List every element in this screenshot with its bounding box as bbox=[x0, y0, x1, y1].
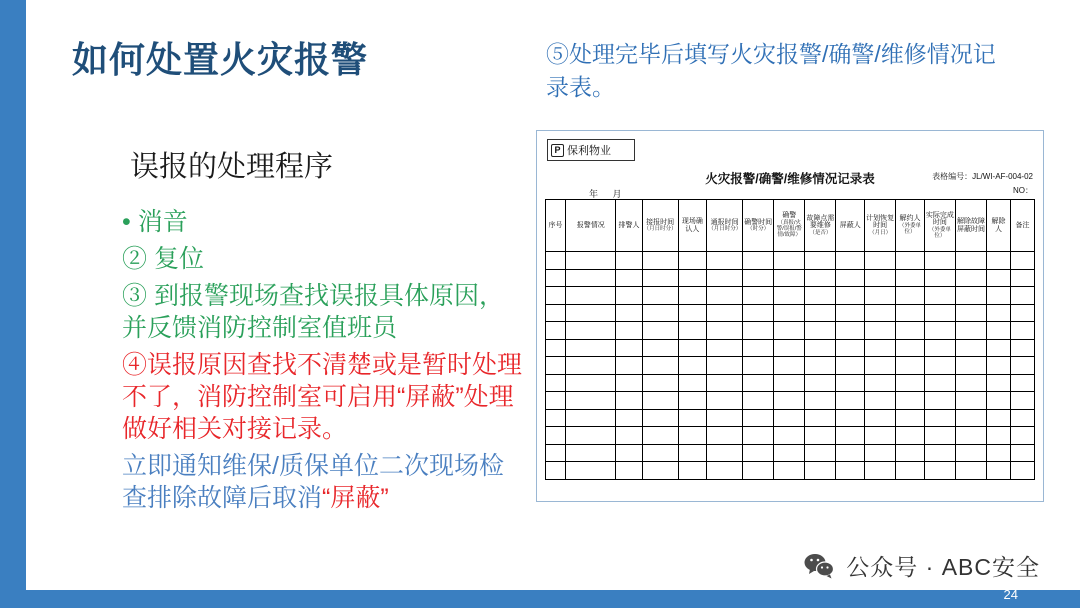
table-cell bbox=[642, 287, 678, 305]
column-header: 解除人 bbox=[987, 200, 1011, 252]
table-cell bbox=[805, 374, 836, 392]
table-cell bbox=[678, 287, 707, 305]
table-cell bbox=[1010, 252, 1034, 270]
table-cell bbox=[987, 339, 1011, 357]
table-cell bbox=[774, 427, 805, 445]
table-cell bbox=[836, 392, 865, 410]
table-cell bbox=[616, 427, 642, 445]
table-cell bbox=[566, 374, 616, 392]
table-row bbox=[546, 462, 1035, 480]
table-cell bbox=[836, 252, 865, 270]
form-date-label: 年 月 bbox=[589, 189, 628, 199]
table-cell bbox=[743, 287, 774, 305]
table-cell bbox=[836, 409, 865, 427]
table-cell bbox=[566, 409, 616, 427]
table-cell bbox=[546, 444, 566, 462]
column-header: 故障点需要维修 （是否） bbox=[805, 200, 836, 252]
table-header-row bbox=[546, 200, 1035, 252]
table-cell bbox=[616, 357, 642, 375]
table-cell bbox=[924, 462, 955, 480]
footer-brand bbox=[804, 549, 1040, 582]
table-cell bbox=[707, 357, 743, 375]
table-cell bbox=[924, 339, 955, 357]
table-cell bbox=[616, 462, 642, 480]
table-cell bbox=[896, 374, 925, 392]
table-cell bbox=[836, 444, 865, 462]
table-row bbox=[546, 409, 1035, 427]
table-row bbox=[546, 322, 1035, 340]
list-item: ② 复位 bbox=[122, 245, 204, 273]
table-cell bbox=[743, 269, 774, 287]
table-cell bbox=[805, 269, 836, 287]
wechat-icon bbox=[804, 553, 834, 579]
table-cell bbox=[805, 357, 836, 375]
right-instruction-text: ⑤处理完毕后填写火灾报警/确警/维修情况记录表。 bbox=[546, 41, 996, 100]
table-cell bbox=[707, 392, 743, 410]
table-cell bbox=[707, 269, 743, 287]
table-cell bbox=[805, 462, 836, 480]
table-cell bbox=[805, 339, 836, 357]
table-cell bbox=[774, 287, 805, 305]
table-cell bbox=[566, 322, 616, 340]
table-cell bbox=[566, 339, 616, 357]
column-header: 解除故障屏蔽时间 bbox=[955, 200, 986, 252]
table-row bbox=[546, 287, 1035, 305]
table-cell bbox=[743, 339, 774, 357]
table-cell bbox=[865, 252, 896, 270]
table-cell bbox=[865, 392, 896, 410]
table-cell bbox=[678, 462, 707, 480]
table-cell bbox=[678, 427, 707, 445]
table-cell bbox=[642, 252, 678, 270]
table-cell bbox=[743, 462, 774, 480]
table-cell bbox=[642, 357, 678, 375]
table-cell bbox=[546, 462, 566, 480]
table-cell bbox=[743, 252, 774, 270]
table-cell bbox=[987, 409, 1011, 427]
table-cell bbox=[1010, 392, 1034, 410]
table-row bbox=[546, 444, 1035, 462]
table-row bbox=[546, 252, 1035, 270]
table-cell bbox=[678, 409, 707, 427]
table-cell bbox=[642, 269, 678, 287]
table-cell bbox=[642, 444, 678, 462]
table-cell bbox=[955, 339, 986, 357]
page-title: 如何处置火灾报警 bbox=[72, 39, 369, 80]
table-cell bbox=[987, 304, 1011, 322]
table-cell bbox=[865, 269, 896, 287]
table-cell bbox=[546, 304, 566, 322]
list-item: ③ 到报警现场查找误报具体原因，并反馈消防控制室值班员 bbox=[122, 282, 504, 342]
table-cell bbox=[546, 252, 566, 270]
table-cell bbox=[1010, 269, 1034, 287]
procedure-list bbox=[122, 206, 522, 519]
table-cell bbox=[678, 269, 707, 287]
table-cell bbox=[865, 322, 896, 340]
table-cell bbox=[566, 427, 616, 445]
page-number: 24 bbox=[1003, 587, 1018, 602]
table-cell bbox=[566, 304, 616, 322]
table-cell bbox=[836, 339, 865, 357]
table-cell bbox=[805, 444, 836, 462]
table-cell bbox=[774, 304, 805, 322]
table-cell bbox=[566, 462, 616, 480]
table-cell bbox=[774, 357, 805, 375]
table-cell bbox=[1010, 444, 1034, 462]
column-header: 实际完成时间 （外委单位） bbox=[924, 200, 955, 252]
table-cell bbox=[805, 427, 836, 445]
table-cell bbox=[896, 409, 925, 427]
table-cell bbox=[1010, 427, 1034, 445]
table-cell bbox=[707, 252, 743, 270]
table-cell bbox=[924, 392, 955, 410]
table-cell bbox=[642, 339, 678, 357]
section-subtitle: 误报的处理程序 bbox=[130, 151, 334, 183]
column-header: 解约人 （外委单位） bbox=[896, 200, 925, 252]
table-cell bbox=[896, 287, 925, 305]
table-cell bbox=[896, 427, 925, 445]
table-cell bbox=[616, 252, 642, 270]
table-cell bbox=[743, 304, 774, 322]
table-cell bbox=[865, 427, 896, 445]
table-cell bbox=[616, 269, 642, 287]
table-cell bbox=[1010, 287, 1034, 305]
table-cell bbox=[642, 374, 678, 392]
column-header: 计划恢复时间 （月日） bbox=[865, 200, 896, 252]
table-row bbox=[546, 392, 1035, 410]
table-cell bbox=[955, 357, 986, 375]
table-cell bbox=[896, 304, 925, 322]
table-cell bbox=[836, 357, 865, 375]
table-cell bbox=[896, 322, 925, 340]
table-cell bbox=[987, 444, 1011, 462]
table-cell bbox=[642, 304, 678, 322]
table-cell bbox=[955, 392, 986, 410]
table-cell bbox=[805, 252, 836, 270]
table-cell bbox=[774, 339, 805, 357]
table-cell bbox=[955, 409, 986, 427]
table-cell bbox=[774, 374, 805, 392]
table-cell bbox=[987, 287, 1011, 305]
company-logo bbox=[547, 139, 635, 161]
table-cell bbox=[566, 252, 616, 270]
table-cell bbox=[546, 427, 566, 445]
table-cell bbox=[546, 374, 566, 392]
table-cell bbox=[616, 444, 642, 462]
table-row bbox=[546, 427, 1035, 445]
table-cell bbox=[836, 287, 865, 305]
table-cell bbox=[707, 462, 743, 480]
table-cell bbox=[896, 339, 925, 357]
column-header: 排警人 bbox=[616, 200, 642, 252]
table-body bbox=[546, 252, 1035, 480]
table-cell bbox=[774, 444, 805, 462]
table-cell bbox=[1010, 462, 1034, 480]
form-no: NO： bbox=[1013, 186, 1033, 195]
footer-text: 公众号 · ABC安全 bbox=[846, 554, 1040, 580]
table-cell bbox=[707, 304, 743, 322]
table-cell bbox=[896, 444, 925, 462]
table-cell bbox=[955, 322, 986, 340]
table-cell bbox=[743, 322, 774, 340]
table-cell bbox=[707, 427, 743, 445]
table-cell bbox=[865, 287, 896, 305]
table-cell bbox=[678, 444, 707, 462]
table-cell bbox=[616, 339, 642, 357]
table-cell bbox=[707, 339, 743, 357]
table-cell bbox=[987, 427, 1011, 445]
table-cell bbox=[924, 287, 955, 305]
table-cell bbox=[774, 392, 805, 410]
table-cell bbox=[566, 392, 616, 410]
table-cell bbox=[987, 462, 1011, 480]
table-cell bbox=[1010, 304, 1034, 322]
list-item: ④误报原因查找不清楚或是暂时处理不了，消防控制室可启用“屏蔽”处理做好相关对接记录。 bbox=[122, 351, 523, 443]
table-cell bbox=[836, 427, 865, 445]
column-header: 报警情况 bbox=[566, 200, 616, 252]
table-cell bbox=[642, 462, 678, 480]
table-cell bbox=[865, 339, 896, 357]
table-cell bbox=[987, 392, 1011, 410]
table-cell bbox=[896, 357, 925, 375]
table-cell bbox=[987, 374, 1011, 392]
table-cell bbox=[774, 462, 805, 480]
column-header: 确警 （真报/火警/误报/警情/故障） bbox=[774, 200, 805, 252]
table-cell bbox=[836, 322, 865, 340]
table-cell bbox=[566, 357, 616, 375]
table-cell bbox=[896, 392, 925, 410]
table-cell bbox=[743, 374, 774, 392]
table-cell bbox=[987, 269, 1011, 287]
table-cell bbox=[865, 374, 896, 392]
table-cell bbox=[743, 357, 774, 375]
table-row bbox=[546, 357, 1035, 375]
table-cell bbox=[707, 374, 743, 392]
table-cell bbox=[678, 322, 707, 340]
table-cell bbox=[955, 304, 986, 322]
table-cell bbox=[865, 409, 896, 427]
table-cell bbox=[678, 252, 707, 270]
table-cell bbox=[865, 462, 896, 480]
table-row bbox=[546, 339, 1035, 357]
bottom-accent-bar bbox=[0, 590, 1080, 608]
table-cell bbox=[805, 392, 836, 410]
table-cell bbox=[924, 252, 955, 270]
table-cell bbox=[616, 322, 642, 340]
list-item: 立即通知维保/质保单位二次现场检查排除故障后取消“屏蔽” bbox=[122, 452, 504, 512]
table-cell bbox=[896, 269, 925, 287]
left-accent-bar bbox=[0, 0, 26, 608]
table-cell bbox=[616, 304, 642, 322]
table-cell bbox=[955, 462, 986, 480]
table-cell bbox=[546, 269, 566, 287]
table-cell bbox=[865, 304, 896, 322]
logo-mark-icon: P bbox=[551, 144, 564, 157]
table-cell bbox=[678, 357, 707, 375]
column-header: 通报时间 （月日时分） bbox=[707, 200, 743, 252]
table-cell bbox=[987, 357, 1011, 375]
table-cell bbox=[805, 287, 836, 305]
table-cell bbox=[955, 252, 986, 270]
table-cell bbox=[805, 304, 836, 322]
column-header: 备注 bbox=[1010, 200, 1034, 252]
table-row bbox=[546, 304, 1035, 322]
table-cell bbox=[743, 427, 774, 445]
table-cell bbox=[566, 269, 616, 287]
table-cell bbox=[924, 322, 955, 340]
column-header: 屏蔽人 bbox=[836, 200, 865, 252]
table-cell bbox=[924, 444, 955, 462]
table-cell bbox=[955, 287, 986, 305]
table-cell bbox=[1010, 339, 1034, 357]
table-cell bbox=[678, 392, 707, 410]
table-cell bbox=[924, 409, 955, 427]
table-cell bbox=[1010, 374, 1034, 392]
table-cell bbox=[987, 322, 1011, 340]
table-cell bbox=[743, 409, 774, 427]
form-title: 火灾报警/确警/维修情况记录表 bbox=[705, 172, 875, 186]
column-header: 接报时间 （月日时分） bbox=[642, 200, 678, 252]
table-cell bbox=[836, 269, 865, 287]
table-cell bbox=[642, 409, 678, 427]
table-cell bbox=[546, 339, 566, 357]
table-row bbox=[546, 374, 1035, 392]
table-cell bbox=[924, 304, 955, 322]
table-cell bbox=[924, 357, 955, 375]
table-cell bbox=[707, 444, 743, 462]
table-cell bbox=[642, 427, 678, 445]
table-cell bbox=[546, 409, 566, 427]
table-cell bbox=[836, 374, 865, 392]
record-form-image bbox=[536, 130, 1044, 502]
table-cell bbox=[678, 304, 707, 322]
table-cell bbox=[566, 287, 616, 305]
table-cell bbox=[836, 462, 865, 480]
table-cell bbox=[805, 322, 836, 340]
table-cell bbox=[955, 444, 986, 462]
table-cell bbox=[546, 357, 566, 375]
table-cell bbox=[836, 304, 865, 322]
table-cell bbox=[896, 462, 925, 480]
table-cell bbox=[955, 374, 986, 392]
table-cell bbox=[955, 269, 986, 287]
table-cell bbox=[707, 322, 743, 340]
table-cell bbox=[774, 409, 805, 427]
table-cell bbox=[743, 444, 774, 462]
logo-label: 保利物业 bbox=[567, 145, 611, 157]
table-cell bbox=[1010, 357, 1034, 375]
table-cell bbox=[546, 322, 566, 340]
table-cell bbox=[743, 392, 774, 410]
record-table bbox=[545, 199, 1035, 480]
column-header: 序号 bbox=[546, 200, 566, 252]
table-cell bbox=[616, 287, 642, 305]
table-cell bbox=[566, 444, 616, 462]
column-header: 确警时间 （时分） bbox=[743, 200, 774, 252]
table-cell bbox=[924, 374, 955, 392]
table-cell bbox=[1010, 322, 1034, 340]
table-cell bbox=[774, 269, 805, 287]
table-cell bbox=[896, 252, 925, 270]
table-cell bbox=[987, 252, 1011, 270]
table-cell bbox=[707, 287, 743, 305]
table-cell bbox=[678, 339, 707, 357]
table-cell bbox=[616, 409, 642, 427]
table-cell bbox=[1010, 409, 1034, 427]
column-header: 现场确认人 bbox=[678, 200, 707, 252]
table-cell bbox=[805, 409, 836, 427]
table-cell bbox=[678, 374, 707, 392]
table-cell bbox=[616, 374, 642, 392]
table-cell bbox=[616, 392, 642, 410]
table-cell bbox=[546, 287, 566, 305]
table-cell bbox=[642, 322, 678, 340]
table-cell bbox=[707, 409, 743, 427]
table-cell bbox=[955, 427, 986, 445]
form-code: 表格编号：JL/WI-AF-004-02 bbox=[932, 172, 1033, 181]
table-cell bbox=[865, 357, 896, 375]
table-row bbox=[546, 269, 1035, 287]
list-item: • 消音 bbox=[122, 206, 522, 238]
table-cell bbox=[924, 269, 955, 287]
table-cell bbox=[865, 444, 896, 462]
table-cell bbox=[774, 322, 805, 340]
table-cell bbox=[774, 252, 805, 270]
table-cell bbox=[924, 427, 955, 445]
table-cell bbox=[642, 392, 678, 410]
table-cell bbox=[546, 392, 566, 410]
